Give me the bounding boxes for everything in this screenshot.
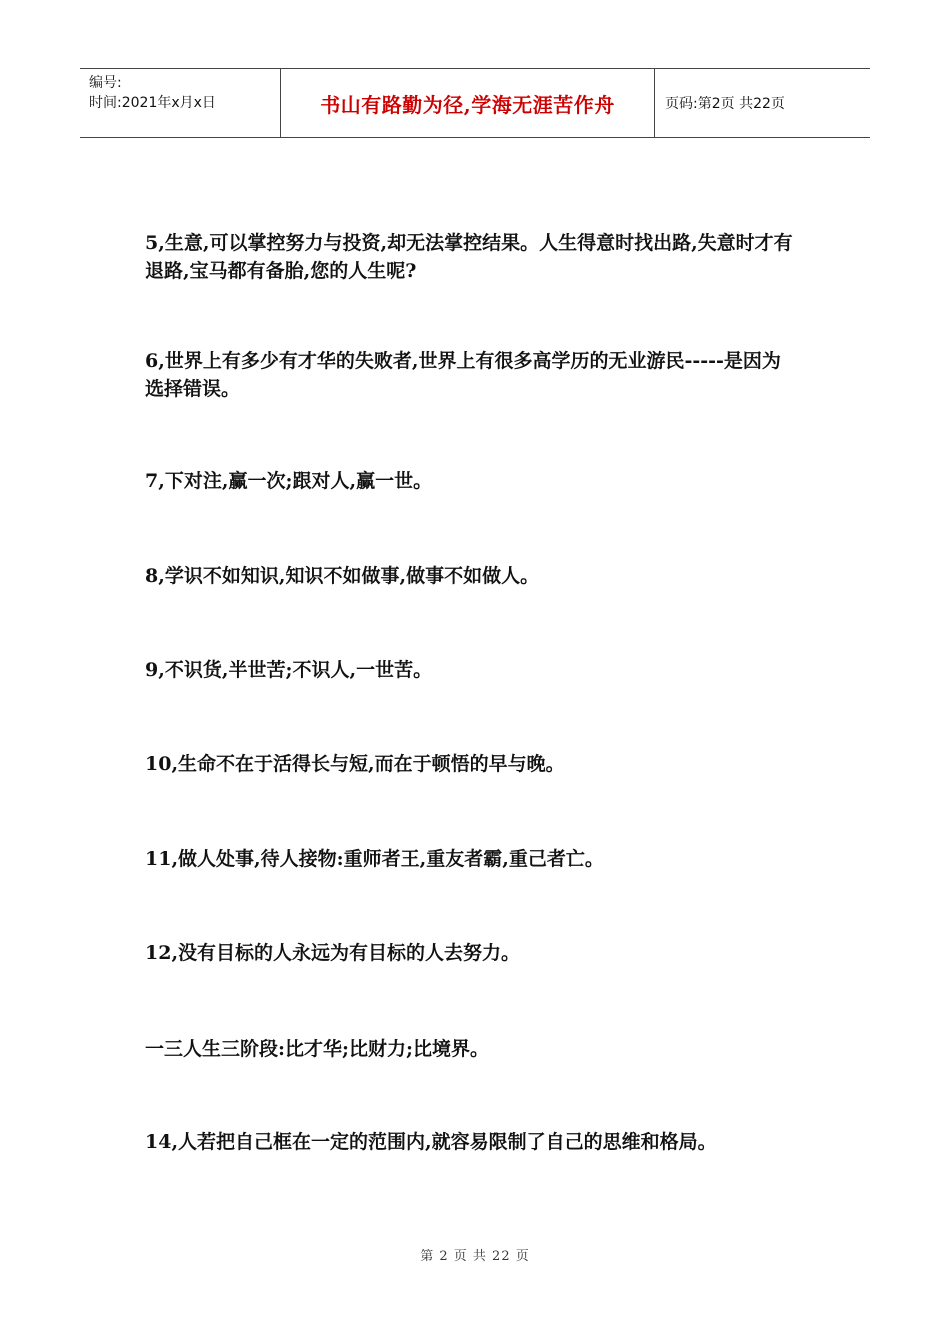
quote-item: 12,没有目标的人永远为有目标的人去努力。 (145, 942, 521, 964)
number-label: 编号: (89, 75, 122, 91)
quote-item: 9,不识货,半世苦;不识人,一世苦。 (145, 659, 433, 681)
quote-item: 8,学识不如知识,知识不如做事,做事不如做人。 (145, 565, 540, 587)
quote-item: 5,生意,可以掌控努力与投资,却无法掌控结果。人生得意时找出路,失意时才有退路,宝马都有备胎,您的人生呢? (145, 232, 793, 282)
quote-item: 7,下对注,赢一次;跟对人,赢一世。 (145, 470, 433, 492)
quote-item: 11,做人处事,待人接物:重师者王,重友者霸,重己者亡。 (145, 848, 604, 870)
quote-item: 一三人生三阶段:比才华;比财力;比境界。 (145, 1038, 490, 1060)
document-header (80, 68, 870, 138)
page-footer: 第 2 页 共 22 页 (420, 1249, 530, 1264)
quote-item: 6,世界上有多少有才华的失败者,世界上有很多高学历的无业游民-----是因为选择错误。 (145, 350, 781, 400)
quote-item: 10,生命不在于活得长与短,而在于顿悟的早与晚。 (145, 753, 565, 775)
header-meta (80, 69, 281, 137)
header-page-info: 页码:第2页 共22页 (665, 96, 785, 112)
quote-item: 14,人若把自己框在一定的范围内,就容易限制了自己的思维和格局。 (145, 1131, 717, 1153)
time-label: 时间:2021年x月x日 (89, 95, 216, 111)
header-motto: 书山有路勤为径,学海无涯苦作舟 (281, 69, 655, 137)
